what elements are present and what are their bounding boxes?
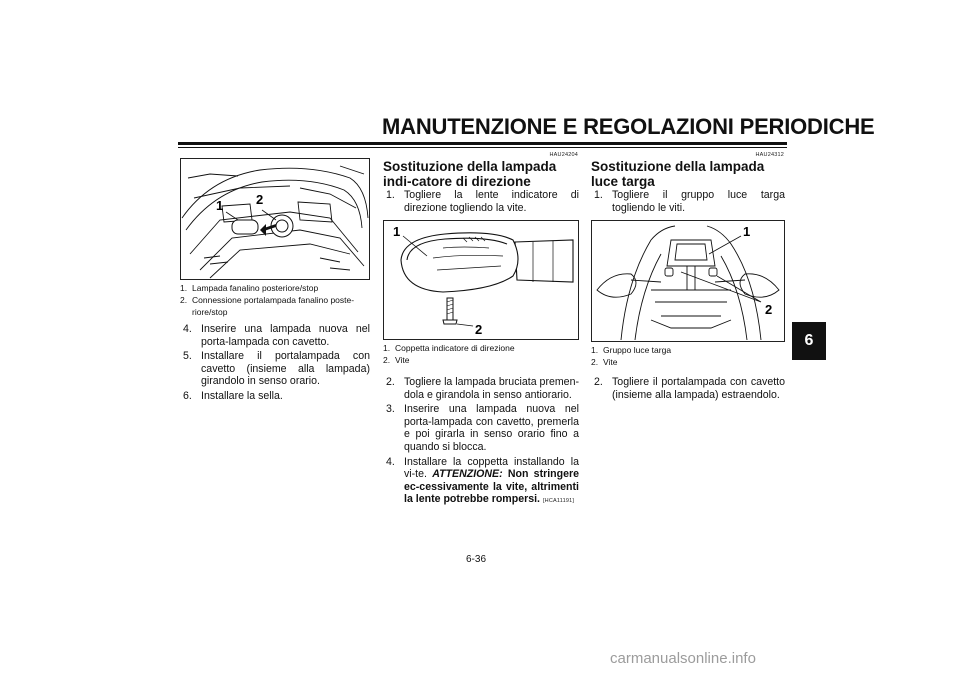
callout-1: 1 [743, 224, 751, 239]
callout-1: 1 [216, 198, 224, 213]
section-title-turn-signal: Sostituzione della lampada indi-catore di direzione [383, 159, 557, 189]
step-item: 4. Installare la coppetta installando la vi-te. ATTENZIONE: Non stringere ec-cessivamente la vite, altrimenti la lente potrebbe rompersi. [HCA11191] [386, 455, 580, 506]
title-rule [178, 142, 787, 145]
section-code: HAU24204 [549, 152, 578, 158]
license-light-caption [591, 344, 785, 368]
caption-item: 2. Vite [591, 357, 618, 367]
step-item: 3. Inserire una lampada nuova nel porta-lampada con cavetto, premerla e poi girarla in senso orario fino a quando si blocca. [386, 403, 579, 453]
column3-step1 [591, 189, 785, 216]
column3-steps [591, 376, 785, 403]
step-item: 6. Installare la sella. [183, 389, 283, 402]
callout-2: 2 [765, 302, 773, 317]
callout-2: 2 [256, 192, 264, 207]
turn-signal-caption [383, 342, 579, 366]
step-item: 4. Inserire una lampada nuova nel porta-lampada con cavetto. [183, 323, 370, 348]
callout-2: 2 [475, 322, 483, 337]
step-item: 1. Togliere la lente indicatore di direzione togliendo la vite. [386, 189, 579, 214]
column2-steps [383, 376, 579, 510]
callout-1: 1 [393, 224, 401, 239]
step-item: 5. Installare il portalampada con cavetto (insieme alla lampada) girandolo in senso orario. [183, 350, 370, 388]
caution-code: [HCA11191] [542, 498, 575, 505]
caption-item: 2. Vite [383, 355, 410, 365]
section-code: HAU24312 [755, 152, 784, 158]
caution-text: Non stringere ec-cessivamente la vite, altrimenti la lente potrebbe rompersi. [404, 468, 580, 506]
step-item: 2. Togliere la lampada bruciata premen-dola e girandola in senso antiorario. [386, 376, 579, 401]
caption-item: 1. Gruppo luce targa [591, 345, 672, 355]
step-item: 1. Togliere il gruppo luce targa togliendo le viti. [594, 189, 785, 214]
taillight-figure [180, 158, 370, 280]
title-rule-thin [178, 147, 787, 148]
watermark[interactable]: carmanualsonline.info [610, 650, 756, 667]
step-item: 2. Togliere il portalampada con cavetto (insieme alla lampada) estraendolo. [594, 376, 785, 401]
caption-item: 1. Lampada fanalino posteriore/stop [180, 283, 319, 293]
caption-item: 2. Connessione portalampada fanalino poste-riore/stop [180, 295, 355, 317]
column2-step1 [383, 189, 579, 216]
taillight-caption [180, 282, 370, 318]
page-title: MANUTENZIONE E REGOLAZIONI PERIODICHE [382, 114, 875, 139]
column1-steps [180, 323, 370, 405]
chapter-tab[interactable]: 6 [792, 322, 826, 360]
caution-label: ATTENZIONE: [432, 468, 503, 481]
turn-signal-figure [383, 220, 579, 340]
caption-item: 1. Coppetta indicatore di direzione [383, 343, 515, 353]
section-title-license-light: Sostituzione della lampada luce targa [591, 159, 765, 189]
page-number: 6-36 [466, 554, 487, 565]
license-light-figure [591, 220, 785, 342]
